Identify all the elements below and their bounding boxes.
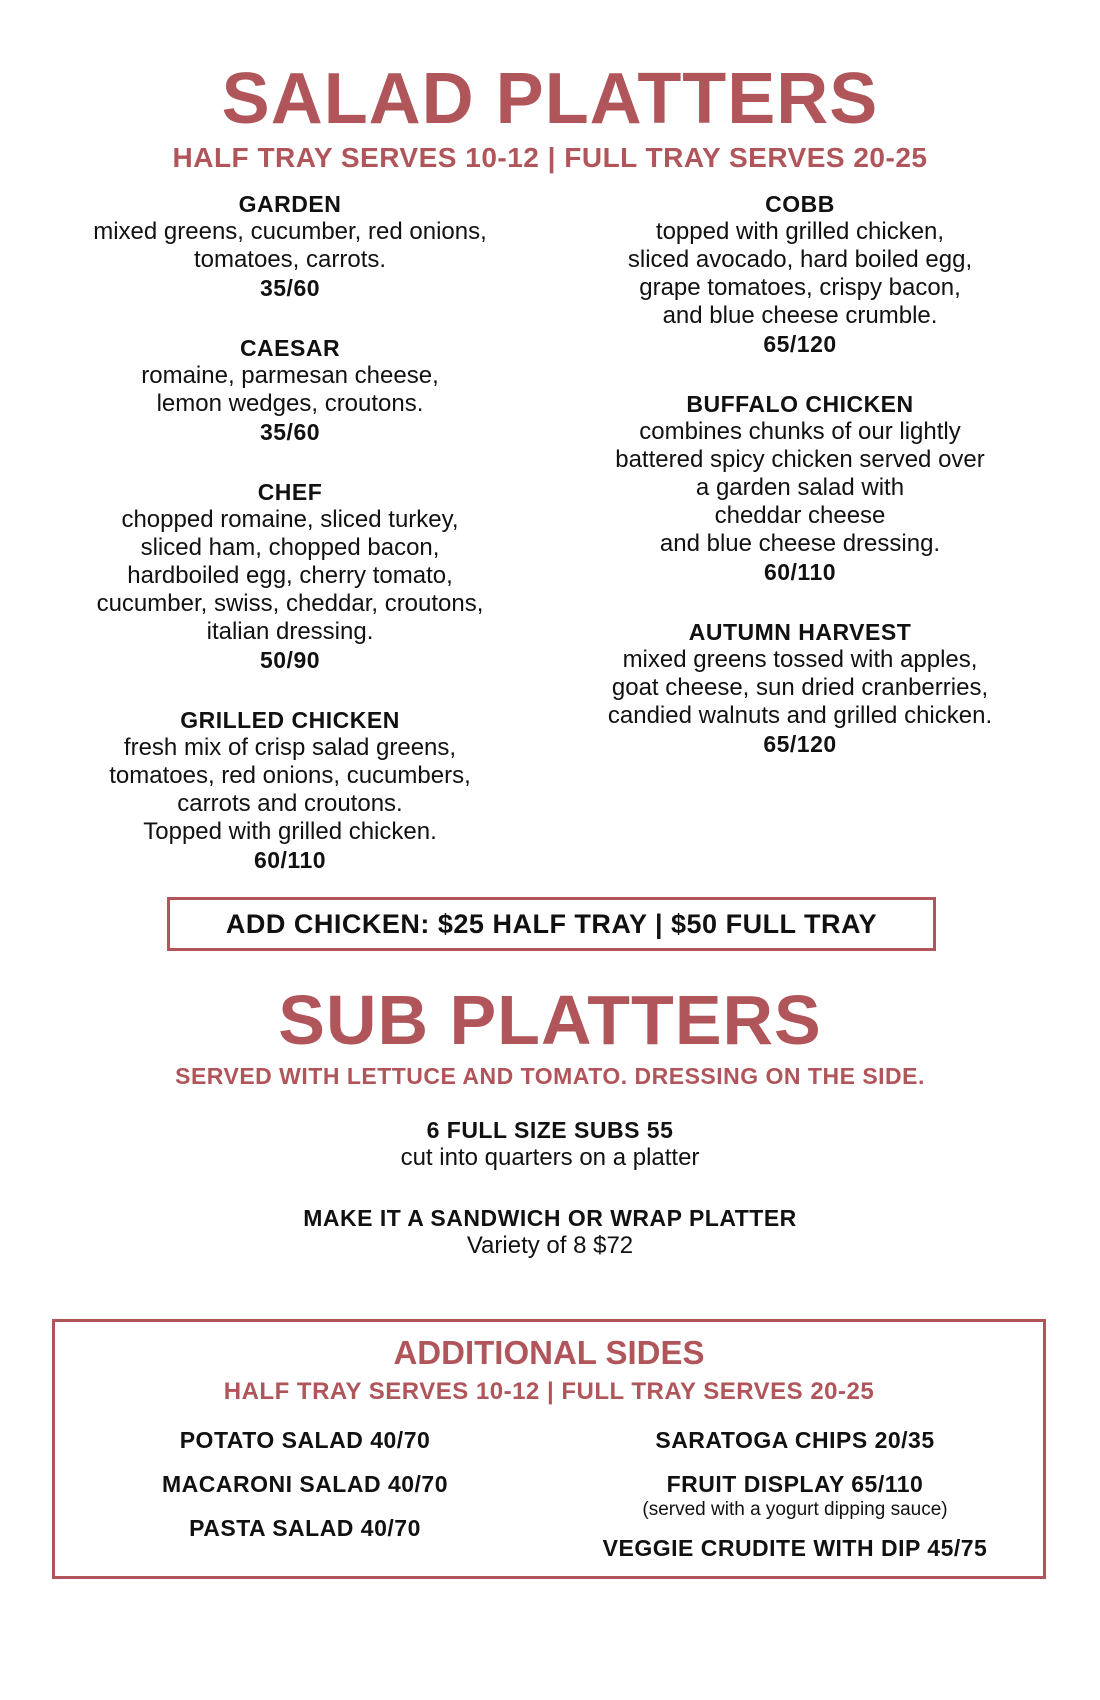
salad-item-price: 60/110 — [253, 847, 327, 873]
salad-item-desc-line: grape tomatoes, crispy bacon, — [639, 274, 961, 301]
salad-item-desc-line: battered spicy chicken served over — [615, 446, 985, 473]
salad-item-price: 65/120 — [763, 331, 837, 357]
salad-item-name: AUTUMN HARVEST — [688, 619, 912, 645]
salad-item-desc-line: candied walnuts and grilled chicken. — [607, 702, 993, 729]
salad-item-price: 35/60 — [259, 275, 321, 301]
sandwich-platter-line: Variety of 8 $72 — [466, 1232, 634, 1259]
salad-item-price: 35/60 — [259, 419, 321, 445]
salad-item-name: GRILLED CHICKEN — [180, 707, 400, 733]
salad-item-desc-line: romaine, parmesan cheese, — [141, 362, 439, 389]
salad-item-desc-line: sliced avocado, hard boiled egg, — [627, 246, 973, 273]
salad-item-autumn-harvest — [580, 618, 1020, 758]
full-subs-line: cut into quarters on a platter — [400, 1144, 700, 1171]
salad-item-price: 50/90 — [259, 647, 321, 673]
salad-item-name: CHEF — [257, 479, 323, 505]
sandwich-platter-block — [0, 1204, 1100, 1260]
full-subs-heading: 6 FULL SIZE SUBS 55 — [426, 1117, 674, 1143]
side-item-fruit-note: (served with a yogurt dipping sauce) — [642, 1499, 948, 1520]
salad-platters-title: SALAD PLATTERS — [221, 59, 879, 139]
salad-item-caesar — [70, 334, 510, 446]
salad-item-grilled-chicken — [70, 706, 510, 874]
additional-sides-subtitle: HALF TRAY SERVES 10-12 | FULL TRAY SERVES 20-25 — [223, 1378, 875, 1405]
salad-item-name: BUFFALO CHICKEN — [686, 391, 914, 417]
salad-item-name: GARDEN — [238, 191, 342, 217]
salad-item-cobb — [580, 190, 1020, 358]
sandwich-platter-heading: MAKE IT A SANDWICH OR WRAP PLATTER — [303, 1205, 797, 1231]
salad-item-desc-line: mixed greens tossed with apples, — [622, 646, 978, 673]
side-item-potato-salad: POTATO SALAD 40/70 — [179, 1427, 431, 1453]
salad-item-desc-line: carrots and croutons. — [177, 790, 403, 817]
salad-item-desc-line: a garden salad with — [695, 474, 905, 501]
salad-item-desc-line: cucumber, swiss, cheddar, croutons, — [96, 590, 484, 617]
salad-item-price: 60/110 — [763, 559, 837, 585]
sides-left-column — [95, 1426, 515, 1542]
salad-item-chef — [70, 478, 510, 674]
salad-item-desc-line: italian dressing. — [206, 618, 374, 645]
salad-item-desc-line: topped with grilled chicken, — [655, 218, 945, 245]
additional-sides-box — [52, 1319, 1046, 1579]
salad-item-desc-line: cheddar cheese — [714, 502, 886, 529]
salad-left-column — [70, 190, 510, 906]
salad-item-desc-line: chopped romaine, sliced turkey, — [121, 506, 459, 533]
salad-item-desc-line: tomatoes, carrots. — [193, 246, 387, 273]
salad-item-desc-line: mixed greens, cucumber, red onions, — [93, 218, 487, 245]
salad-item-name: COBB — [765, 191, 835, 217]
full-subs-block — [0, 1116, 1100, 1172]
side-item-pasta-salad: PASTA SALAD 40/70 — [189, 1515, 421, 1541]
add-chicken-banner: ADD CHICKEN: $25 HALF TRAY | $50 FULL TRAY — [167, 897, 936, 951]
side-item-macaroni-salad: MACARONI SALAD 40/70 — [161, 1471, 449, 1497]
side-item-saratoga-chips: SARATOGA CHIPS 20/35 — [655, 1427, 935, 1453]
salad-right-column — [580, 190, 1020, 790]
salad-item-name: CAESAR — [239, 335, 341, 361]
side-item-fruit-display: FRUIT DISPLAY 65/110 — [666, 1471, 924, 1497]
salad-item-buffalo-chicken — [580, 390, 1020, 586]
salad-item-garden — [70, 190, 510, 302]
salad-item-desc-line: Topped with grilled chicken. — [143, 818, 437, 845]
additional-sides-title: ADDITIONAL SIDES — [393, 1334, 705, 1371]
salad-item-desc-line: sliced ham, chopped bacon, — [140, 534, 440, 561]
salad-item-price: 65/120 — [763, 731, 837, 757]
sub-platters-title: SUB PLATTERS — [278, 981, 822, 1059]
side-item-veggie-crudite: VEGGIE CRUDITE WITH DIP 45/75 — [602, 1535, 988, 1561]
salad-item-desc-line: hardboiled egg, cherry tomato, — [127, 562, 453, 589]
salad-platters-subtitle: HALF TRAY SERVES 10-12 | FULL TRAY SERVES 20-25 — [172, 142, 928, 173]
salad-item-desc-line: and blue cheese dressing. — [659, 530, 941, 557]
salad-item-desc-line: combines chunks of our lightly — [639, 418, 961, 445]
salad-item-desc-line: fresh mix of crisp salad greens, — [123, 734, 457, 761]
sides-right-column — [565, 1426, 1025, 1562]
salad-item-desc-line: lemon wedges, croutons. — [156, 390, 424, 417]
salad-item-desc-line: and blue cheese crumble. — [662, 302, 938, 329]
salad-item-desc-line: tomatoes, red onions, cucumbers, — [109, 762, 471, 789]
salad-item-desc-line: goat cheese, sun dried cranberries, — [611, 674, 989, 701]
sub-platters-subtitle: SERVED WITH LETTUCE AND TOMATO. DRESSING ON THE SIDE. — [175, 1063, 925, 1089]
